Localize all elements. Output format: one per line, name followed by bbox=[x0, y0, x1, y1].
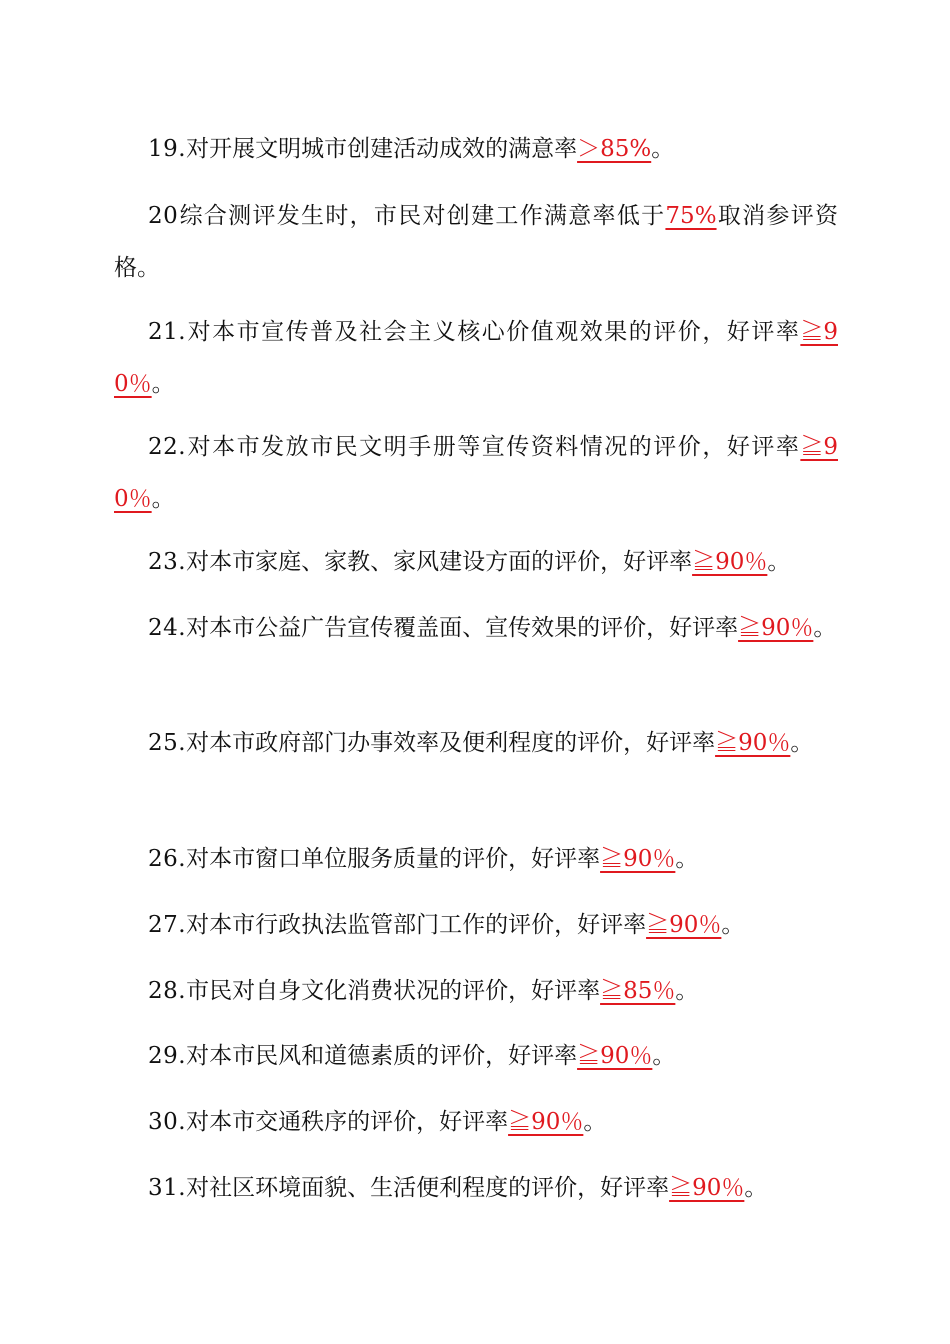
item-26 bbox=[114, 833, 838, 885]
item-suffix: 。 bbox=[675, 846, 699, 872]
item-number: 30. bbox=[148, 1109, 187, 1135]
item-suffix: 。 bbox=[675, 978, 699, 1004]
item-number: 22. bbox=[148, 434, 187, 460]
item-number: 20 bbox=[148, 203, 179, 229]
item-number: 31. bbox=[148, 1175, 187, 1201]
item-text: 对本市窗口单位服务质量的评价，好评率 bbox=[186, 846, 601, 872]
item-value: ≧90％ bbox=[715, 730, 791, 756]
item-text: 对本市交通秩序的评价，好评率 bbox=[186, 1109, 509, 1135]
item-number: 27. bbox=[148, 912, 187, 938]
item-suffix: 。 bbox=[652, 1043, 676, 1069]
item-suffix: 取消参评资格。 bbox=[114, 203, 839, 281]
item-number: 26. bbox=[148, 846, 187, 872]
item-suffix: 。 bbox=[813, 615, 837, 641]
item-31 bbox=[114, 1162, 838, 1214]
item-suffix: 。 bbox=[744, 1175, 768, 1201]
item-text: 对本市公益广告宣传覆盖面、宣传效果的评价，好评率 bbox=[186, 615, 739, 641]
item-number: 28. bbox=[148, 978, 187, 1004]
item-number: 23. bbox=[148, 549, 187, 575]
item-number: 21. bbox=[148, 319, 187, 345]
item-text: 对开展文明城市创建活动成效的满意率 bbox=[186, 136, 578, 162]
item-28 bbox=[114, 965, 838, 1017]
item-22 bbox=[114, 421, 838, 525]
item-24 bbox=[114, 602, 838, 654]
item-30 bbox=[114, 1096, 838, 1148]
item-value: ≧90％ bbox=[738, 615, 814, 641]
item-number: 24. bbox=[148, 615, 187, 641]
item-text: 对本市民风和道德素质的评价，好评率 bbox=[186, 1043, 578, 1069]
item-21 bbox=[114, 306, 838, 410]
item-value: 75% bbox=[665, 203, 717, 229]
item-text: 市民对自身文化消费状况的评价，好评率 bbox=[186, 978, 601, 1004]
item-number: 29. bbox=[148, 1043, 187, 1069]
item-value: ≧90％ bbox=[669, 1175, 745, 1201]
item-suffix: 。 bbox=[583, 1109, 607, 1135]
item-value: ≧85％ bbox=[600, 978, 676, 1004]
item-suffix: 。 bbox=[151, 371, 175, 397]
item-value: ≧90％ bbox=[600, 846, 676, 872]
item-value: ≧90％ bbox=[114, 434, 838, 512]
item-text: 对社区环境面貌、生活便利程度的评价，好评率 bbox=[186, 1175, 670, 1201]
item-text: 对本市宣传普及社会主义核心价值观效果的评价，好评率 bbox=[186, 319, 801, 345]
item-text: 综合测评发生时，市民对创建工作满意率低于 bbox=[178, 203, 666, 229]
item-20 bbox=[114, 190, 838, 294]
item-text: 对本市家庭、家教、家风建设方面的评价，好评率 bbox=[186, 549, 693, 575]
item-25 bbox=[114, 717, 838, 769]
item-value: ＞85% bbox=[577, 136, 652, 162]
item-value: ≧90％ bbox=[114, 319, 838, 397]
item-23 bbox=[114, 536, 838, 588]
item-suffix: 。 bbox=[790, 730, 814, 756]
item-value: ≧90％ bbox=[692, 549, 768, 575]
item-value: ≧90％ bbox=[646, 912, 722, 938]
item-text: 对本市发放市民文明手册等宣传资料情况的评价，好评率 bbox=[186, 434, 801, 460]
item-suffix: 。 bbox=[721, 912, 745, 938]
item-value: ≧90％ bbox=[577, 1043, 653, 1069]
item-number: 25. bbox=[148, 730, 187, 756]
item-number: 19. bbox=[148, 136, 187, 162]
item-19 bbox=[114, 123, 838, 175]
item-29 bbox=[114, 1030, 838, 1082]
item-27 bbox=[114, 899, 838, 951]
item-text: 对本市行政执法监管部门工作的评价，好评率 bbox=[186, 912, 647, 938]
item-suffix: 。 bbox=[151, 486, 175, 512]
item-suffix: 。 bbox=[651, 136, 675, 162]
item-suffix: 。 bbox=[767, 549, 791, 575]
item-value: ≧90％ bbox=[508, 1109, 584, 1135]
item-text: 对本市政府部门办事效率及便利程度的评价，好评率 bbox=[186, 730, 716, 756]
